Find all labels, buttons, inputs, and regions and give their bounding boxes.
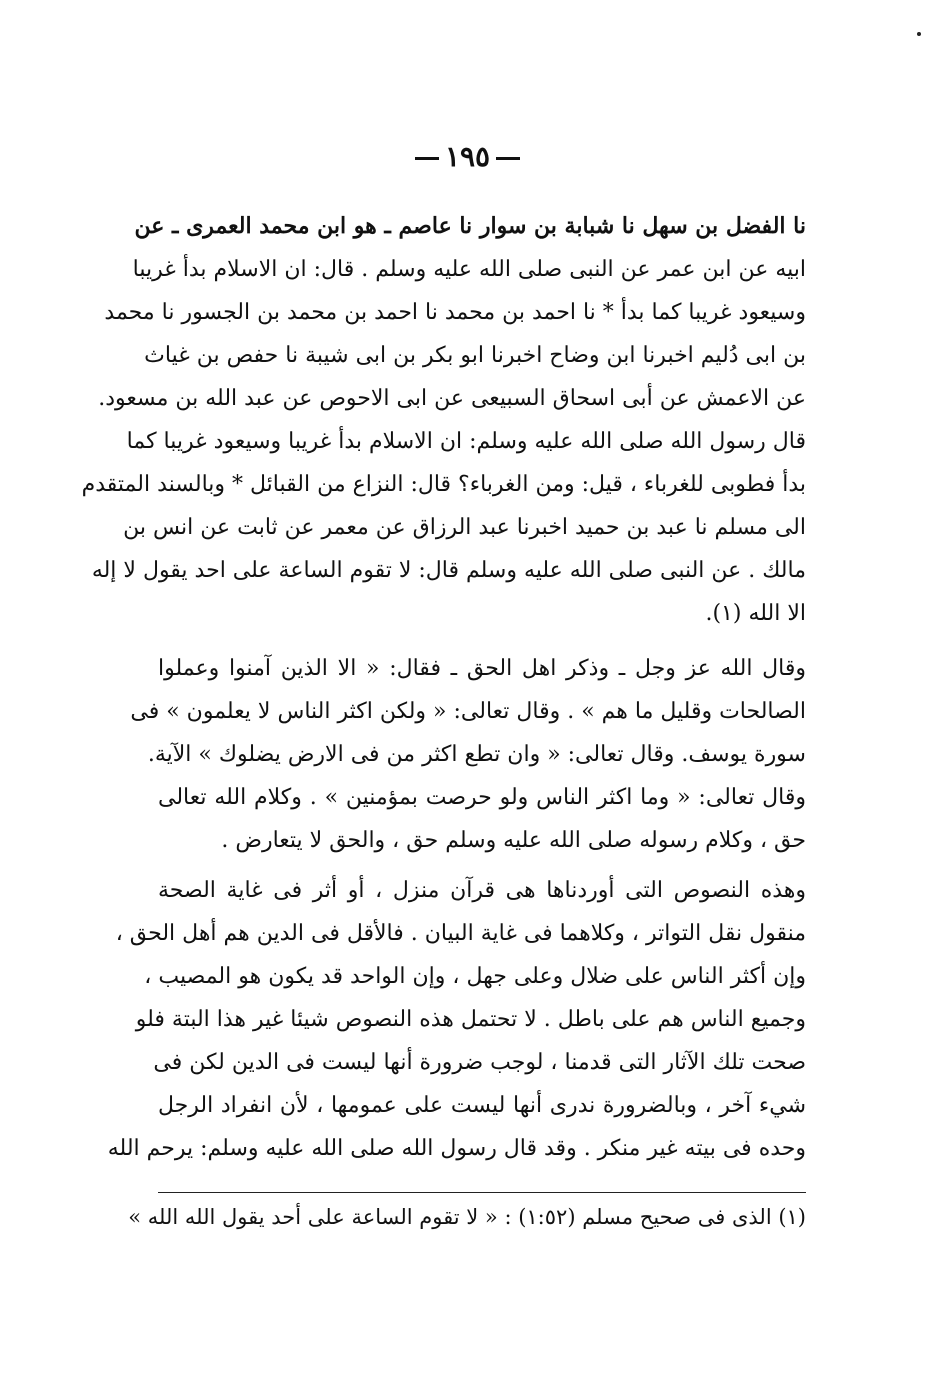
page-number (0, 140, 935, 173)
text-line: وهذه النصوص التى أوردناها هى قرآن منزل ، أو أثر فى غاية الصحة (158, 878, 806, 903)
text-line: الا الله (١). (705, 601, 806, 626)
scan-dot (917, 32, 921, 36)
paragraph-commentary (107, 869, 806, 1170)
text-line: منقول نقل التواتر ، وكلاهما فى غاية البيان . فالأقل فى الدين هم أهل الحق ، (115, 921, 806, 946)
paragraph-quran-verses (130, 647, 806, 862)
text-line: بدأ فطوبى للغرباء ، قيل: ومن الغرباء؟ قال: النزاع من القبائل * وبالسند المتقدم (81, 472, 806, 497)
text-line: وإن أكثر الناس على ضلال وعلى جهل ، وإن الواحد قد يكون هو المصيب ، (144, 964, 806, 989)
text-line: وقال تعالى: « وما اكثر الناس ولو حرصت بمؤمنين » . وكلام الله تعالى (158, 785, 806, 810)
text-line: الصالحات وقليل ما هم » . وقال تعالى: « ولكن اكثر الناس لا يعلمون » فى (130, 699, 806, 724)
text-line: عن الاعمش عن أبى اسحاق السبيعى عن ابى الاحوص عن عبد الله بن مسعود. (98, 386, 806, 411)
text-line: بن ابى دُليم اخبرنا ابن وضاح اخبرنا ابو بكر بن ابى شيبة نا حفص بن غياث (144, 343, 806, 368)
text-line: ابيه عن ابن عمر عن النبى صلى الله عليه وسلم . قال: ان الاسلام بدأ غريبا (132, 257, 806, 282)
text-line: وسيعود غريبا كما بدأ * نا احمد بن محمد نا احمد بن محمد بن الجسور نا محمد (104, 300, 806, 325)
text-line: شيء آخر ، وبالضرورة ندرى أنها ليست على عمومها ، لأن انفراد الرجل (158, 1093, 806, 1118)
text-line: وقال الله عز وجل ـ وذكر اهل الحق ـ فقال: « الا الذين آمنوا وعملوا (158, 656, 806, 681)
text-line: سورة يوسف. وقال تعالى: « وان تطع اكثر من فى الارض يضلوك » الآية. (147, 742, 806, 767)
page-number-value: ١٩٥ (444, 140, 491, 173)
paragraph-hadith-chain (81, 205, 806, 635)
text-line: وجميع الناس هم على باطل . لا تحتمل هذه النصوص شيئا غير هذا البتة فلو (135, 1007, 806, 1032)
text-line: نا الفضل بن سهل نا شبابة بن سوار نا عاصم ـ هو ابن محمد العمرى ـ عن (134, 213, 806, 239)
text-line: وحده فى بيته غير منكر . وقد قال رسول الله صلى الله عليه وسلم: يرحم الله (107, 1136, 806, 1161)
footnote-divider (158, 1192, 806, 1193)
text-line: قال رسول الله صلى الله عليه وسلم: ان الاسلام بدأ غريبا وسيعود غريبا كما (126, 429, 806, 454)
text-line: الى مسلم نا عبد بن حميد اخبرنا عبد الرزاق عن معمر عن ثابت عن انس بن (123, 515, 806, 540)
text-line: مالك . عن النبى صلى الله عليه وسلم قال: لا تقوم الساعة على احد يقول لا إله (91, 558, 806, 583)
text-line: صحت تلك الآثار التى قدمنا ، لوجب ضرورة أنها ليست فى الدين لكن فى (153, 1050, 806, 1075)
footnote: (١) الذى فى صحيح مسلم (١:٥٢) : « لا تقوم الساعة على أحد يقول الله الله » (128, 1205, 806, 1229)
text-line: حق ، وكلام رسوله صلى الله عليه وسلم حق ، والحق لا يتعارض . (221, 828, 806, 853)
page-number-dash-left (415, 157, 439, 160)
page-number-dash-right (496, 157, 520, 160)
